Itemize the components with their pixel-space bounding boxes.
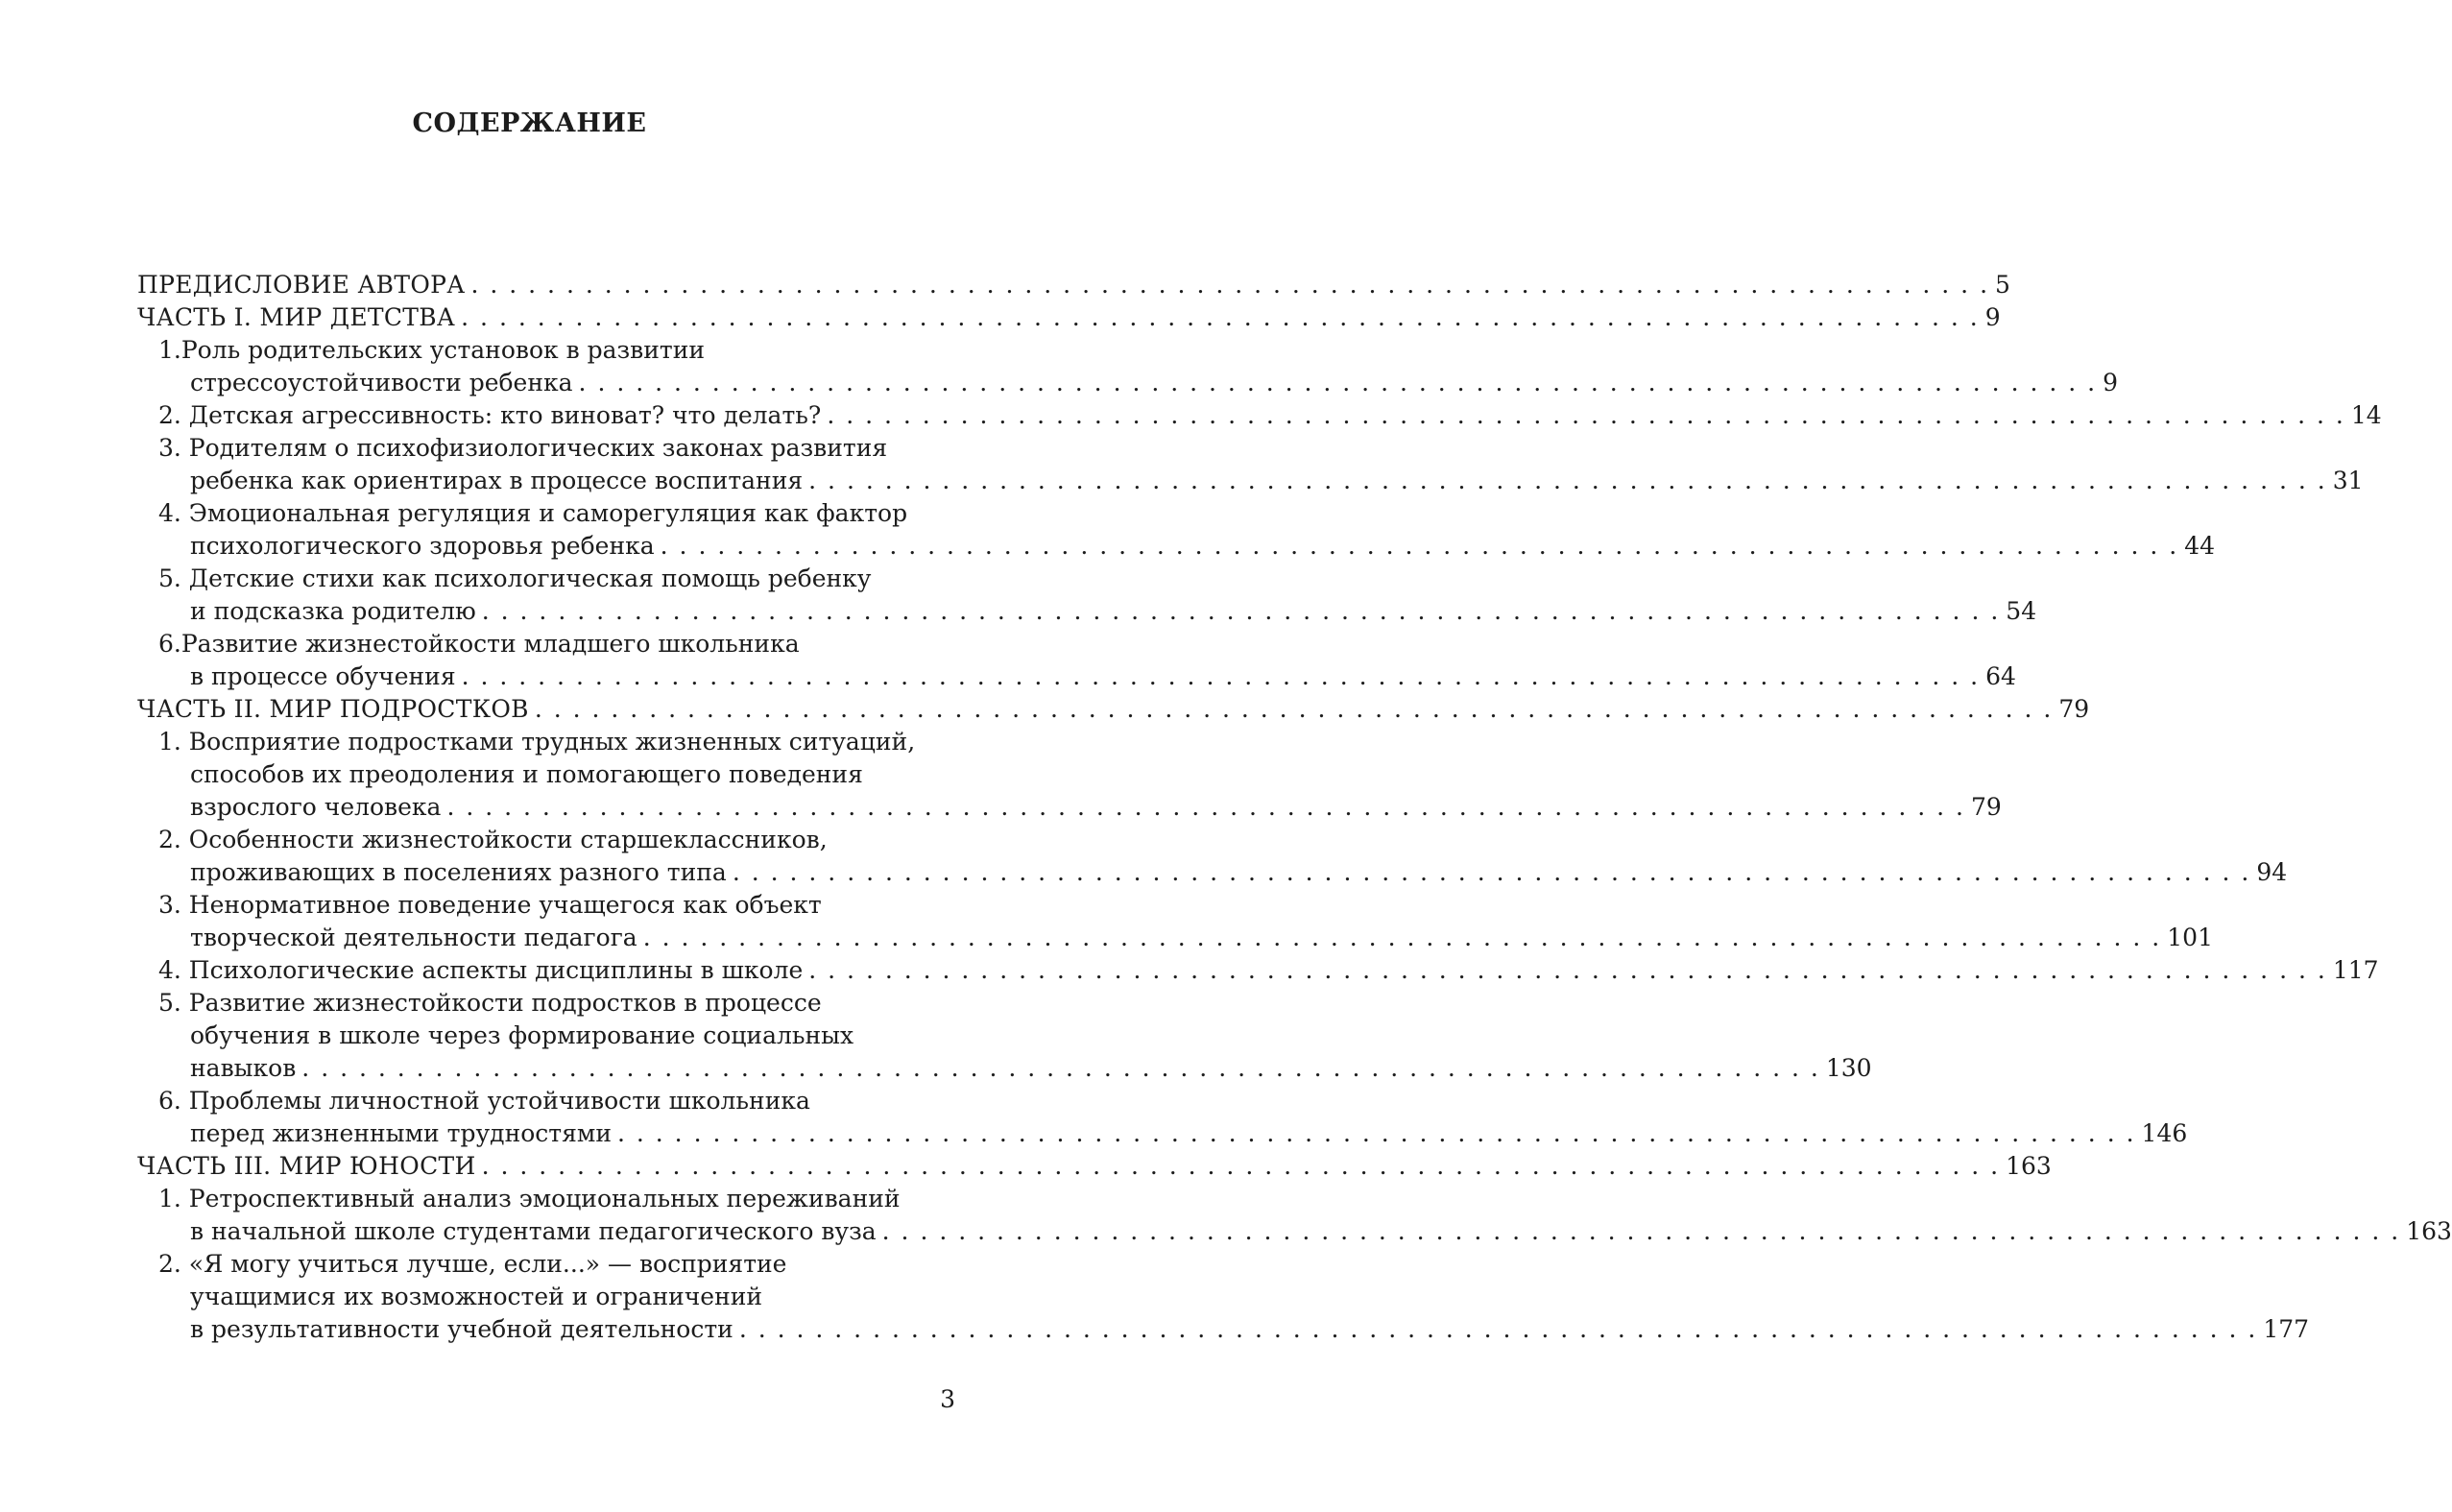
toc-entry-page: 163 (2006, 1152, 2052, 1180)
toc-subentry-page: 130 (1825, 1054, 1872, 1082)
leader-dots: . . . . . . . . . . . . . . . . . . . . . . . . . . . . . . . . . . . . . . . . . . . . . . . . . . . . . . . . . . . . . . . . . . . . . . . . . . . . . . . . (827, 401, 2345, 429)
toc-subentry-title: взрослого человека (190, 793, 442, 821)
toc-entry-title: ЧАСТЬ I. МИР ДЕТСТВА (137, 303, 456, 331)
toc-subentry-title: 6. Проблемы личностной устойчивости школьника (158, 1087, 810, 1115)
leader-dots: . . . . . . . . . . . . . . . . . . . . . . . . . . . . . . . . . . . . . . . . . . . . . . . . . . . . . . . . . . . . . . . . . . . . . . . . . . . . . . . . (660, 532, 2179, 560)
leader-dots: . . . . . . . . . . . . . . . . . . . . . . . . . . . . . . . . . . . . . . . . . . . . . . . . . . . . . . . . . . . . . . . . . . . . . . . . . . . . . . . . (617, 1119, 2136, 1147)
toc-entry-preface[interactable] (137, 269, 2010, 301)
toc-subentry[interactable] (137, 1248, 2310, 1346)
toc-subentry[interactable] (137, 497, 2216, 563)
toc-subentry[interactable] (137, 628, 2016, 693)
toc-subentry-title: 3. Ненормативное поведение учащегося как объект (158, 891, 822, 919)
toc-subentry-title: 4. Психологические аспекты дисциплины в школе (158, 956, 804, 984)
toc-entry-title: ЧАСТЬ III. МИР ЮНОСТИ (137, 1152, 476, 1180)
toc-subentry-page: 44 (2184, 532, 2216, 560)
toc-entry-title: ПРЕДИСЛОВИЕ АВТОРА (137, 271, 466, 299)
toc-subentry[interactable] (137, 954, 2379, 987)
toc-subentry-title: 5. Детские стихи как психологическая помощь ребенку (158, 564, 872, 592)
toc-entry-page: 9 (1984, 303, 2001, 331)
toc-subentry-title: способов их преодоления и помогающего поведения (190, 760, 863, 788)
leader-dots: . . . . . . . . . . . . . . . . . . . . . . . . . . . . . . . . . . . . . . . . . . . . . . . . . . . . . . . . . . . . . . . . . . . . . . . . . . . . . . . . (738, 1315, 2258, 1343)
toc-subentry-title: обучения в школе через формирование социальных (190, 1021, 854, 1049)
toc-subentry-title: 1. Восприятие подростками трудных жизненных ситуаций, (158, 728, 916, 756)
toc-subentry-title: 6.Развитие жизнестойкости младшего школьника (158, 630, 800, 658)
toc-subentry-title: стрессоустойчивости ребенка (190, 369, 573, 396)
leader-dots: . . . . . . . . . . . . . . . . . . . . . . . . . . . . . . . . . . . . . . . . . . . . . . . . . . . . . . . . . . . . . . . . . . . . . . . . . . . . . . . . (481, 1152, 2001, 1180)
toc-subentry-title: в начальной школе студентами педагогического вуза (190, 1217, 877, 1245)
toc-subentry[interactable] (137, 334, 2118, 399)
toc-subentry[interactable] (137, 563, 2037, 628)
leader-dots: . . . . . . . . . . . . . . . . . . . . . . . . . . . . . . . . . . . . . . . . . . . . . . . . . . . . . . . . . . . . . . . . . . . . . . . . . . . . . . . . (642, 924, 2162, 951)
toc-subentry-title: 2. «Я могу учиться лучше, если...» — восприятие (158, 1250, 787, 1278)
leader-dots: . . . . . . . . . . . . . . . . . . . . . . . . . . . . . . . . . . . . . . . . . . . . . . . . . . . . . . . . . . . . . . . . . . . . . . . . . . . . . . . . (881, 1217, 2401, 1245)
toc-subentry[interactable] (137, 1183, 2452, 1248)
toc-subentry-title: ребенка как ориентирах в процессе воспитания (190, 467, 804, 494)
toc-subentry-page: 54 (2006, 597, 2037, 625)
leader-dots: . . . . . . . . . . . . . . . . . . . . . . . . . . . . . . . . . . . . . . . . . . . . . . . . . . . . . . . . . . . . . . . . . . . . . . . . . . . . . . . . (808, 956, 2327, 984)
toc-subentry[interactable] (137, 824, 2288, 889)
toc-subentry[interactable] (137, 432, 2364, 497)
toc-subentry-title: 3. Родителям о психофизиологических законах развития (158, 434, 888, 462)
leader-dots: . . . . . . . . . . . . . . . . . . . . . . . . . . . . . . . . . . . . . . . . . . . . . . . . . . . . . . . . . . . . . . . . . . . . . . . . . . . . . . . . (446, 793, 1965, 821)
toc-subentry[interactable] (137, 889, 2213, 954)
leader-dots: . . . . . . . . . . . . . . . . . . . . . . . . . . . . . . . . . . . . . . . . . . . . . . . . . . . . . . . . . . . . . . . . . . . . . . . . . . . . . . . . (481, 597, 2001, 625)
toc-subentry-title: учащимися их возможностей и ограничений (190, 1283, 763, 1310)
page-number: 3 (940, 1385, 955, 1413)
toc-entry-part-1[interactable] (137, 301, 2001, 334)
toc-subentry-title: 4. Эмоциональная регуляция и саморегуляция как фактор (158, 499, 908, 527)
leader-dots: . . . . . . . . . . . . . . . . . . . . . . . . . . . . . . . . . . . . . . . . . . . . . . . . . . . . . . . . . . . . . . . . . . . . . . . . . . . . . . . . (470, 271, 1990, 299)
toc-subentry-page: 163 (2406, 1217, 2452, 1245)
toc-subentry-page: 101 (2167, 924, 2213, 951)
toc-subentry-page: 177 (2263, 1315, 2310, 1343)
toc-subentry-title: 1.Роль родительских установок в развитии (158, 336, 706, 364)
leader-dots: . . . . . . . . . . . . . . . . . . . . . . . . . . . . . . . . . . . . . . . . . . . . . . . . . . . . . . . . . . . . . . . . . . . . . . . . . . . . . . . . (461, 662, 1981, 690)
toc-subentry[interactable] (137, 399, 2382, 432)
toc-subentry-title: 1. Ретроспективный анализ эмоциональных переживаний (158, 1185, 901, 1212)
toc-subentry-page: 31 (2332, 467, 2364, 494)
toc-subentry-page: 64 (1985, 662, 2016, 690)
toc-subentry-page: 146 (2141, 1119, 2188, 1147)
leader-dots: . . . . . . . . . . . . . . . . . . . . . . . . . . . . . . . . . . . . . . . . . . . . . . . . . . . . . . . . . . . . . . . . . . . . . . . . . . . . . . . . (808, 467, 2327, 494)
leader-dots: . . . . . . . . . . . . . . . . . . . . . . . . . . . . . . . . . . . . . . . . . . . . . . . . . . . . . . . . . . . . . . . . . . . . . . . . . . . . . . . . (534, 695, 2054, 723)
page-title: СОДЕРЖАНИЕ (412, 108, 647, 138)
toc-subentry-title: 2. Особенности жизнестойкости старшеклассников, (158, 826, 828, 853)
toc-subentry-page: 9 (2103, 369, 2118, 396)
toc-subentry-title: 2. Детская агрессивность: кто виноват? что делать? (158, 401, 822, 429)
toc-subentry[interactable] (137, 987, 1872, 1085)
toc-subentry-title: перед жизненными трудностями (190, 1119, 612, 1147)
leader-dots: . . . . . . . . . . . . . . . . . . . . . . . . . . . . . . . . . . . . . . . . . . . . . . . . . . . . . . . . . . . . . . . . . . . . . . . . . . . . . . . . (461, 303, 1980, 331)
toc-entry-title: ЧАСТЬ II. МИР ПОДРОСТКОВ (137, 695, 529, 723)
toc-subentry-title: психологического здоровья ребенка (190, 532, 655, 560)
toc-subentry-page: 94 (2256, 858, 2288, 886)
toc-subentry-title: 5. Развитие жизнестойкости подростков в процессе (158, 989, 822, 1017)
toc-entry-part-3[interactable] (137, 1150, 2052, 1183)
toc-subentry[interactable] (137, 1085, 2188, 1150)
leader-dots: . . . . . . . . . . . . . . . . . . . . . . . . . . . . . . . . . . . . . . . . . . . . . . . . . . . . . . . . . . . . . . . . . . . . . . . . . . . . . . . . (301, 1054, 1820, 1082)
toc-subentry-title: в процессе обучения (190, 662, 456, 690)
toc-entry-part-2[interactable] (137, 693, 2090, 726)
toc-subentry-page: 79 (1971, 793, 2002, 821)
toc-subentry-title: в результативности учебной деятельности (190, 1315, 733, 1343)
leader-dots: . . . . . . . . . . . . . . . . . . . . . . . . . . . . . . . . . . . . . . . . . . . . . . . . . . . . . . . . . . . . . . . . . . . . . . . . . . . . . . . . (732, 858, 2251, 886)
leader-dots: . . . . . . . . . . . . . . . . . . . . . . . . . . . . . . . . . . . . . . . . . . . . . . . . . . . . . . . . . . . . . . . . . . . . . . . . . . . . . . . . (578, 369, 2098, 396)
toc-subentry-page: 14 (2350, 401, 2382, 429)
toc-subentry-title: проживающих в поселениях разного типа (190, 858, 727, 886)
toc-entry-page: 79 (2058, 695, 2090, 723)
toc-subentry-page: 117 (2332, 956, 2379, 984)
toc-entry-page: 5 (1995, 271, 2010, 299)
toc-subentry-title: творческой деятельности педагога (190, 924, 637, 951)
toc-subentry-title: навыков (190, 1054, 297, 1082)
toc-subentry-title: и подсказка родителю (190, 597, 476, 625)
table-of-contents (137, 269, 2452, 1346)
toc-subentry[interactable] (137, 726, 2002, 824)
